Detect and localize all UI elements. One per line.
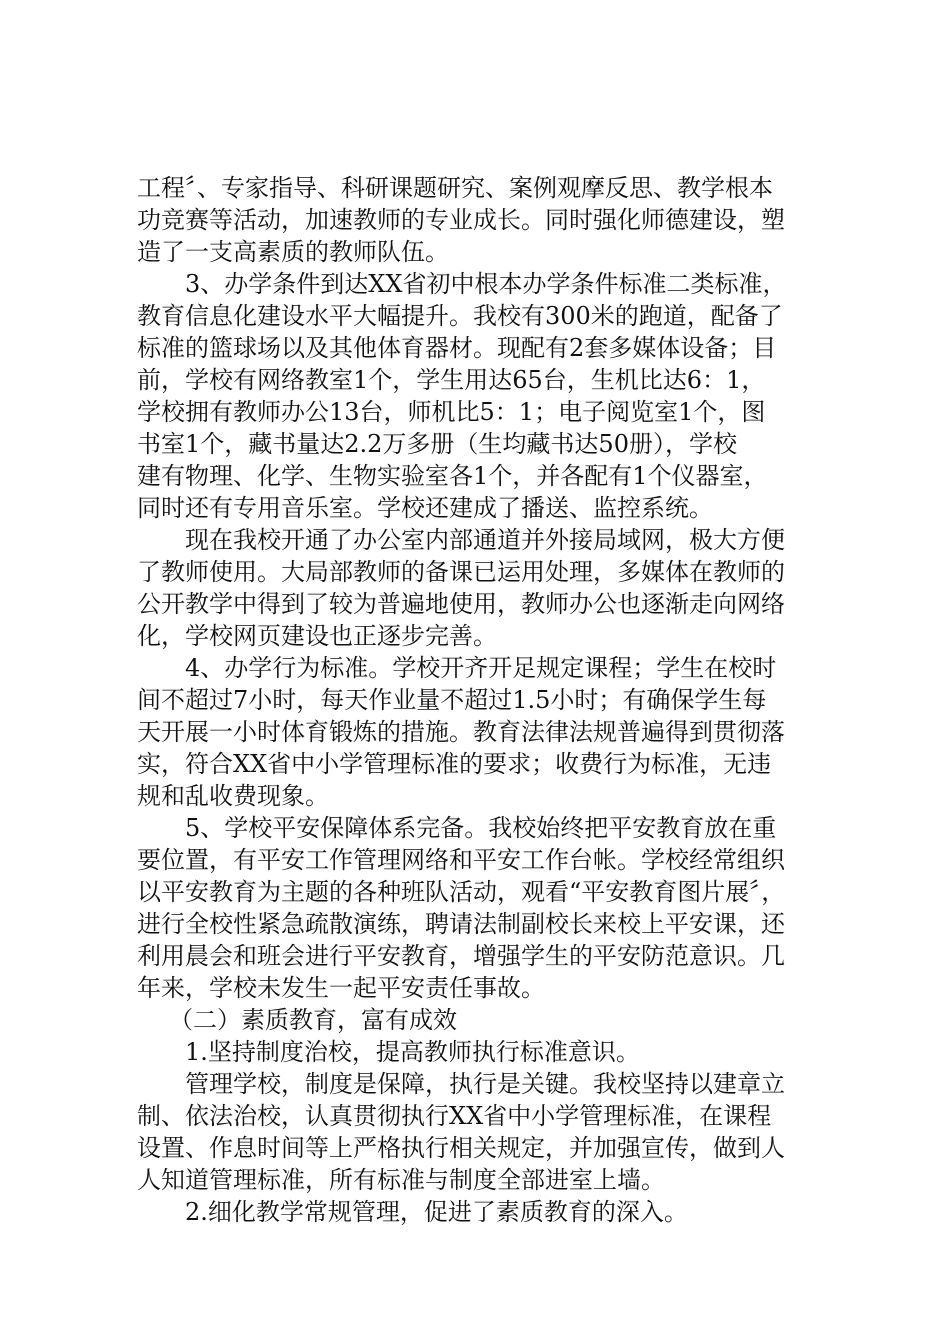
text-line: 年来，学校未发生一起平安责任事故。 — [137, 974, 545, 1002]
text-line: 学校拥有教师办公13台，师机比5：1；电子阅览室1个，图 — [137, 398, 766, 426]
text-line: 功竞赛等活动，加速教师的专业成长。同时强化师德建设，塑 — [137, 206, 785, 234]
text-line: 公开教学中得到了较为普遍地使用，教师办公也逐渐走向网络 — [137, 590, 785, 618]
text-line: 了教师使用。大局部教师的备课已运用处理，多媒体在教师的 — [137, 558, 785, 586]
text-line: 化，学校网页建设也正逐步完善。 — [137, 622, 497, 650]
text-line: 前，学校有网络教室1个，学生用达65台，生机比达6：1， — [137, 366, 766, 394]
text-line: 人知道管理标准，所有标准与制度全部进室上墙。 — [137, 1166, 665, 1194]
paragraph-start-line: 3、办学条件到达XX省初中根本办学条件标准二类标准， — [185, 270, 787, 298]
text-line: 间不超过7小时，每天作业量不超过1.5小时；有确保学生每 — [137, 686, 767, 714]
text-line: 以平安教育为主题的各种班队活动，观看“平安教育图片展〞， — [137, 878, 786, 906]
text-line: 同时还有专用音乐室。学校还建成了播送、监控系统。 — [137, 494, 713, 522]
text-line: 天开展一小时体育锻炼的措施。教育法律法规普遍得到贯彻落 — [137, 718, 785, 746]
text-line: 标准的篮球场以及其他体育器材。现配有2套多媒体设备；目 — [137, 334, 777, 362]
text-line: 书室1个，藏书量达2.2万多册（生均藏书达50册），学校 — [137, 430, 737, 458]
text-line: 规和乱收费现象。 — [137, 782, 329, 810]
text-line: 制、依法治校，认真贯彻执行XX省中小学管理标准，在课程 — [137, 1102, 772, 1130]
text-line: 利用晨会和班会进行平安教育，增强学生的平安防范意识。几 — [137, 942, 785, 970]
text-line: 建有物理、化学、生物实验室各1个，并各配有1个仪器室， — [137, 462, 768, 490]
text-line: 造了一支高素质的教师队伍。 — [137, 238, 449, 266]
text-line: 进行全校性紧急疏散演练，聘请法制副校长来校上平安课，还 — [137, 910, 785, 938]
text-line: 实，符合XX省中小学管理标准的要求；收费行为标准，无违 — [137, 750, 772, 778]
text-line: 设置、作息时间等上严格执行相关规定，并加强宣传，做到人 — [137, 1134, 785, 1162]
text-line: 教育信息化建设水平大幅提升。我校有300米的跑道，配备了 — [137, 302, 783, 330]
paragraph-start-line: 4、办学行为标准。学校开齐开足规定课程；学生在校时 — [185, 654, 777, 682]
document-body — [137, 172, 832, 1228]
text-line: 要位置，有平安工作管理网络和平安工作台帐。学校经常组织 — [137, 846, 785, 874]
paragraph-start-line: 管理学校，制度是保障，执行是关键。我校坚持以建章立 — [185, 1070, 785, 1098]
text-line: 工程〞、专家指导、科研课题研究、案例观摩反思、教学根本 — [137, 174, 773, 202]
paragraph-start-line: 2.细化教学常规管理，促进了素质教育的深入。 — [185, 1198, 688, 1226]
paragraph-start-line: 1.坚持制度治校，提高教师执行标准意识。 — [185, 1038, 640, 1066]
paragraph-start-line: 5、学校平安保障体系完备。我校始终把平安教育放在重 — [185, 814, 777, 842]
paragraph-start-line: 现在我校开通了办公室内部通道并外接局域网，极大方便 — [185, 526, 785, 554]
section-heading: （二）素质教育，富有成效 — [169, 1006, 457, 1034]
